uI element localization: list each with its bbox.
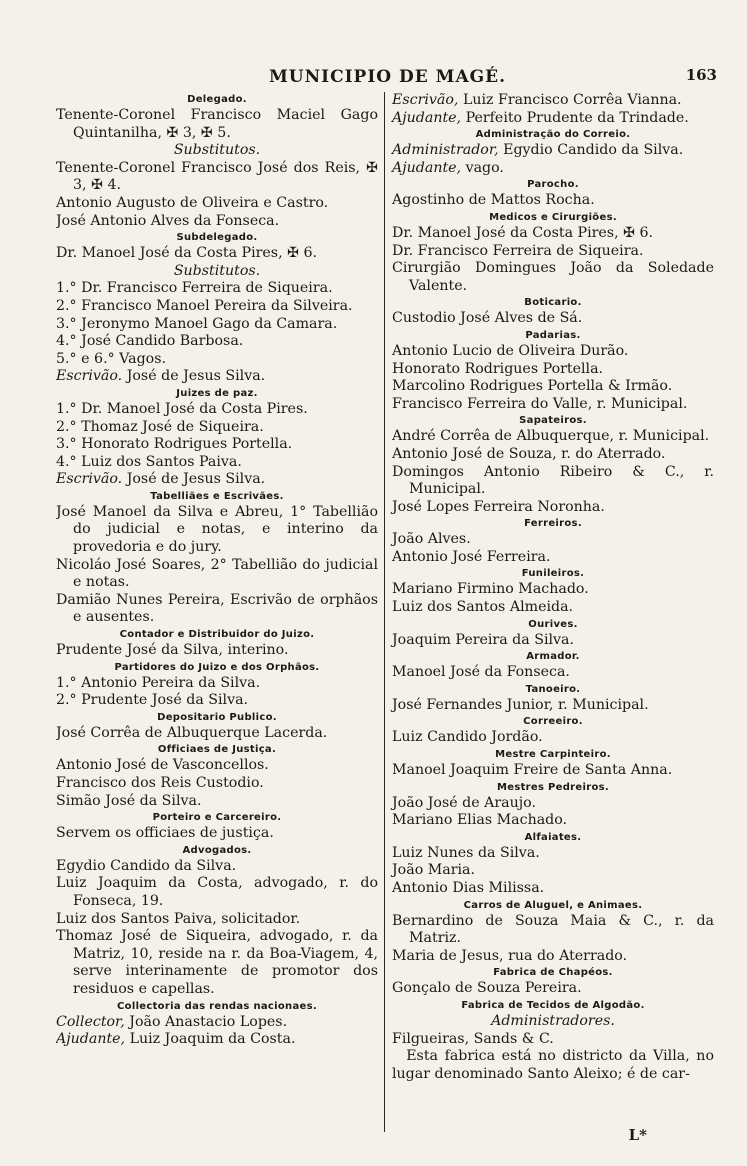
section-heading: Correeiro. bbox=[523, 716, 583, 728]
section-heading: Officiaes de Justiça. bbox=[157, 744, 277, 756]
subsection-heading: Substitutos. bbox=[173, 142, 261, 159]
role-entry bbox=[56, 368, 378, 386]
entry-text: Luiz Francisco Corrêa Vianna. bbox=[458, 92, 682, 108]
list-entry: Mariano Firmino Machado. bbox=[392, 581, 589, 598]
section-heading: Tanoeiro. bbox=[525, 683, 581, 695]
section-heading: Advogados. bbox=[182, 844, 252, 856]
section-heading: Padarias. bbox=[525, 329, 581, 341]
section-heading: Administração do Correio. bbox=[475, 129, 631, 141]
list-entry: Domingos Antonio Ribeiro & C., r. Municipal. bbox=[392, 463, 714, 498]
list-entry: André Corrêa de Albuquerque, r. Municipal. bbox=[392, 428, 710, 445]
list-entry: Thomaz José de Siqueira, advogado, r. da Matriz, 10, reside na r. da Boa-Viagem, 4, serve interinamente de promotor dos residuos e capellas. bbox=[56, 928, 378, 997]
list-entry: Francisco Ferreira do Valle, r. Municipal. bbox=[392, 395, 688, 412]
list-entry: 2.° Francisco Manoel Pereira da Silveira. bbox=[56, 297, 353, 314]
list-entry: 4.° José Candido Barbosa. bbox=[56, 333, 244, 350]
list-entry: Custodio José Alves de Sá. bbox=[392, 310, 583, 327]
section-heading: Subdelegado. bbox=[176, 232, 258, 244]
section-heading: Partidores do Juizo e dos Orphãos. bbox=[114, 661, 320, 673]
section-heading: Depositario Publico. bbox=[157, 711, 277, 723]
section-heading: Alfaiates. bbox=[524, 831, 582, 843]
section-heading: Boticario. bbox=[524, 297, 582, 309]
role-label: Ajudante, bbox=[392, 109, 462, 126]
entry-text: vago. bbox=[461, 159, 504, 176]
list-entry: 3.° Honorato Rodrigues Portella. bbox=[56, 436, 293, 453]
list-entry: Dr. Manoel José da Costa Pires, ✠ 6. bbox=[56, 245, 318, 262]
role-label: Escrivão. bbox=[56, 471, 123, 488]
list-entry: Dr. Manoel José da Costa Pires, ✠ 6. bbox=[392, 224, 654, 241]
section-heading: Ferreiros. bbox=[524, 518, 582, 530]
right-column bbox=[384, 92, 714, 1132]
subsection-heading: Administradores. bbox=[491, 1012, 615, 1029]
section-heading: Mestres Pedreiros. bbox=[497, 781, 609, 793]
list-entry: 1.° Antonio Pereira da Silva. bbox=[56, 674, 261, 691]
role-label: Collector, bbox=[56, 1013, 125, 1030]
section-heading: Collectoria das rendas nacionaes. bbox=[117, 1000, 317, 1012]
entry-text: José de Jesus Silva. bbox=[122, 471, 266, 488]
section-heading: Porteiro e Carcereiro. bbox=[152, 812, 282, 824]
left-column bbox=[56, 92, 384, 1132]
list-entry: Manoel José da Fonseca. bbox=[392, 664, 570, 681]
list-entry: José Antonio Alves da Fonseca. bbox=[56, 212, 280, 229]
page-number: 163 bbox=[685, 66, 717, 84]
list-entry: Luiz dos Santos Paiva, solicitador. bbox=[56, 910, 301, 927]
two-column-body bbox=[56, 92, 714, 1132]
page-title: MUNICIPIO DE MAGÉ. bbox=[268, 67, 507, 87]
role-label: Ajudante, bbox=[56, 1031, 126, 1048]
section-heading: Juizes de paz. bbox=[176, 387, 258, 399]
list-entry: Bernardino de Souza Maia & C., r. da Matriz. bbox=[392, 912, 714, 947]
list-entry: Maria de Jesus, rua do Aterrado. bbox=[392, 947, 628, 964]
list-entry: Gonçalo de Souza Pereira. bbox=[392, 980, 582, 997]
list-entry: José Lopes Ferreira Noronha. bbox=[392, 498, 605, 515]
list-entry: José Manoel da Silva e Abreu, 1° Tabellião do judicial e notas, e interino da provedoria e do jury. bbox=[56, 503, 378, 556]
list-entry: Luiz Joaquim da Costa, advogado, r. do Fonseca, 19. bbox=[56, 875, 378, 909]
role-entry bbox=[392, 160, 714, 178]
list-entry: 1.° Dr. Manoel José da Costa Pires. bbox=[56, 400, 308, 417]
list-entry: Prudente José da Silva, interino. bbox=[56, 642, 289, 659]
entry-text: João Anastacio Lopes. bbox=[124, 1013, 288, 1030]
role-label: Escrivão. bbox=[56, 368, 123, 385]
paragraph: Esta fabrica está no districto da Villa, no lugar denominado Santo Aleixo; é de car- bbox=[392, 1048, 714, 1082]
section-heading: Armador. bbox=[526, 651, 580, 663]
section-heading: Tabelliães e Escrivães. bbox=[150, 490, 284, 502]
role-entry bbox=[56, 471, 378, 489]
role-entry bbox=[56, 1031, 378, 1049]
section-heading: Mestre Carpinteiro. bbox=[495, 749, 611, 761]
list-entry: Manoel Joaquim Freire de Santa Anna. bbox=[392, 762, 673, 779]
list-entry: Servem os officiaes de justiça. bbox=[56, 825, 274, 842]
role-entry bbox=[392, 92, 714, 110]
signature-mark: L* bbox=[628, 1126, 647, 1144]
list-entry: Antonio Augusto de Oliveira e Castro. bbox=[56, 194, 329, 211]
list-entry: Antonio José de Souza, r. do Aterrado. bbox=[392, 445, 666, 462]
list-entry: 2.° Prudente José da Silva. bbox=[56, 692, 249, 709]
section-heading: Fabrica de Tecidos de Algodão. bbox=[461, 999, 645, 1011]
entry-text: Luiz Joaquim da Costa. bbox=[125, 1031, 296, 1048]
list-entry: João Maria. bbox=[392, 862, 476, 879]
list-entry: João Alves. bbox=[392, 531, 471, 548]
list-entry: 3.° Jeronymo Manoel Gago da Camara. bbox=[56, 315, 338, 332]
list-entry: Tenente-Coronel Francisco José dos Reis, ✠ 3, ✠ 4. bbox=[56, 159, 378, 194]
role-label: Administrador, bbox=[392, 142, 499, 159]
list-entry: José Corrêa de Albuquerque Lacerda. bbox=[56, 724, 328, 741]
entry-text: Perfeito Prudente da Trindade. bbox=[461, 109, 689, 126]
role-entry bbox=[392, 110, 714, 128]
list-entry: Simão José da Silva. bbox=[56, 792, 202, 809]
list-entry: Joaquim Pereira da Silva. bbox=[392, 631, 575, 648]
list-entry: Luiz Candido Jordão. bbox=[392, 729, 543, 746]
list-entry: Damião Nunes Pereira, Escrivão de orphãos e ausentes. bbox=[56, 591, 378, 626]
list-entry: José Fernandes Junior, r. Municipal. bbox=[392, 696, 649, 713]
list-entry: Antonio Dias Milissa. bbox=[392, 880, 545, 896]
role-entry bbox=[392, 142, 714, 160]
list-entry: Mariano Elias Machado. bbox=[392, 812, 568, 829]
list-entry: Nicoláo José Soares, 2° Tabellião do judicial e notas. bbox=[56, 556, 378, 591]
section-heading: Contador e Distribuidor do Juizo. bbox=[119, 629, 315, 641]
list-entry: Antonio Lucio de Oliveira Durão. bbox=[392, 342, 629, 359]
entry-text: Egydio Candido da Silva. bbox=[498, 142, 684, 159]
list-entry: 5.° e 6.° Vagos. bbox=[56, 350, 167, 367]
role-entry bbox=[56, 1014, 378, 1032]
list-entry: Dr. Francisco Ferreira de Siqueira. bbox=[392, 242, 644, 259]
list-entry: 2.° Thomaz José de Siqueira. bbox=[56, 418, 264, 435]
role-label: Escrivão, bbox=[392, 92, 459, 108]
list-entry: Luiz dos Santos Almeida. bbox=[392, 599, 574, 616]
list-entry: Cirurgião Domingues João da Soledade Valente. bbox=[392, 260, 714, 294]
page-header bbox=[58, 64, 717, 90]
section-heading: Fabrica de Chapéos. bbox=[493, 967, 613, 979]
list-entry: Filgueiras, Sands & C. bbox=[392, 1030, 554, 1047]
section-heading: Carros de Aluguel, e Animaes. bbox=[463, 899, 643, 911]
list-entry: João José de Araujo. bbox=[392, 794, 536, 811]
list-entry: Marcolino Rodrigues Portella & Irmão. bbox=[392, 378, 673, 395]
entry-text: José de Jesus Silva. bbox=[122, 368, 266, 385]
section-heading: Medicos e Cirurgiões. bbox=[489, 211, 617, 223]
section-heading: Delegado. bbox=[187, 94, 247, 105]
section-heading: Ourives. bbox=[528, 618, 578, 630]
section-heading: Sapateiros. bbox=[519, 415, 587, 427]
list-entry: 1.° Dr. Francisco Ferreira de Siqueira. bbox=[56, 280, 333, 297]
list-entry: 4.° Luiz dos Santos Paiva. bbox=[56, 453, 242, 470]
list-entry: Antonio José Ferreira. bbox=[392, 548, 551, 565]
list-entry: Francisco dos Reis Custodio. bbox=[56, 775, 264, 791]
list-entry: Egydio Candido da Silva. bbox=[56, 857, 237, 874]
list-entry: Luiz Nunes da Silva. bbox=[392, 844, 540, 861]
list-entry: Antonio José de Vasconcellos. bbox=[56, 757, 269, 774]
section-heading: Parocho. bbox=[527, 179, 579, 191]
list-entry: Tenente-Coronel Francisco Maciel Gago Quintanilha, ✠ 3, ✠ 5. bbox=[56, 107, 378, 141]
subsection-heading: Substitutos. bbox=[173, 262, 261, 279]
list-entry: Honorato Rodrigues Portella. bbox=[392, 360, 604, 377]
section-heading: Funileiros. bbox=[521, 568, 585, 580]
role-label: Ajudante, bbox=[392, 159, 462, 176]
list-entry: Agostinho de Mattos Rocha. bbox=[392, 192, 595, 209]
